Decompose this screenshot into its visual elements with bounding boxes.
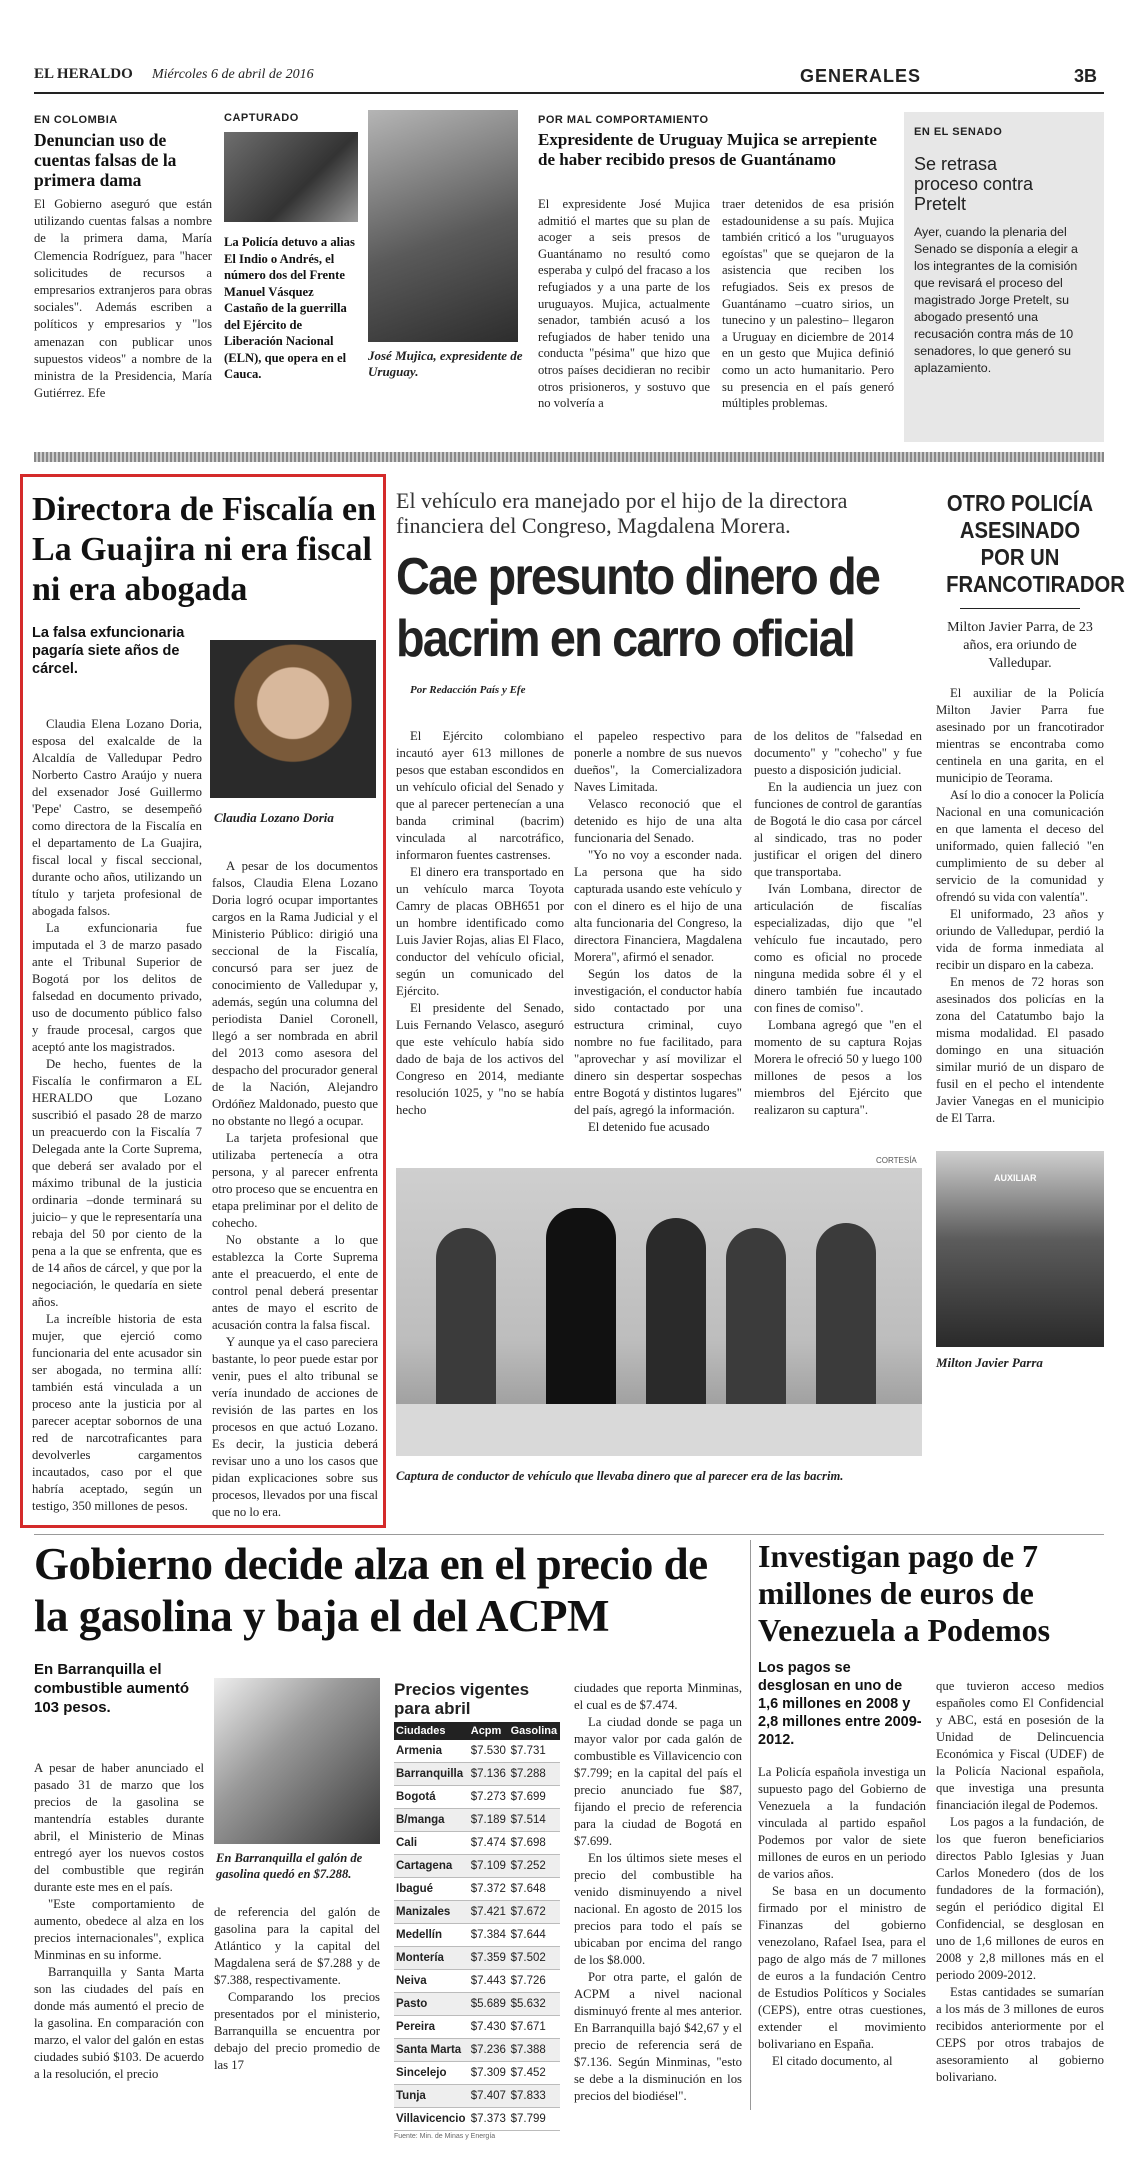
acpm-cell: $7.309 (469, 2062, 509, 2085)
bacrim-col-1 (396, 728, 564, 1119)
price-row (394, 2039, 560, 2062)
paragraph: La exfuncionaria fue imputada el 3 de marzo pasado ante el Tribunal Superior de Bogotá por los delitos de falsedad en documento privado, uso de documento público falso y fraude procesal, cargos que aceptó ante los magistrados. (32, 921, 202, 1054)
paragraph: que tuvieron acceso medios españoles como El Confidencial y ABC, está en posesión de la Unidad de Delincuencia Económica y Fiscal (UDEF) de la Policía Nacional española, que investiga una presunta financiación ilegal de Podemos. (936, 1679, 1104, 1812)
podemos-col-2 (936, 1678, 1104, 2086)
city-cell: Tunja (394, 2085, 469, 2108)
price-row (394, 1855, 560, 1878)
policia-subtitle: Milton Javier Parra, de 23 años, era oriundo de Valledupar. (947, 620, 1093, 671)
paragraph: El presidente del Senado, Luis Fernando Velasco, aseguró que este vehículo había sido dado de baja de los activos del Congreso en 2014, mediante resolución 1025, y "no se había hecho (396, 1001, 564, 1117)
paragraph: Los pagos a la fundación, de los que fueron beneficiarios directos Pablo Iglesias y Juan Carlos Monedero (dos de los fundadores de la formación), según el periódico digital El Confidencial, se desglosan en uno de 1,6 millones de euros en 2008 y 2,8 millones más en el periodo 2009-2012. (936, 1815, 1104, 1982)
bacrim-photo (396, 1168, 922, 1456)
price-row (394, 1970, 560, 1993)
paragraph: El auxiliar de la Policía Milton Javier Parra fue asesinado por un francotirador mientras se encontraba como centinela en una garita, en el municipio de Teorama. (936, 686, 1104, 785)
money-table (396, 1404, 922, 1456)
gasolina-cell: $7.671 (509, 2016, 560, 2039)
story-gasolina (34, 1538, 750, 2140)
fiscal-col-2 (212, 858, 378, 1521)
story-bacrim (396, 488, 926, 1483)
bacrim-caption: Captura de conductor de vehículo que llevaba dinero que al parecer era de las bacrim. (396, 1469, 844, 1483)
paper-name: EL HERALDO (34, 66, 133, 82)
brief-title: Se retrasa proceso contra Pretelt (914, 154, 1034, 214)
story-mujica (538, 114, 894, 411)
acpm-cell: $7.273 (469, 1786, 509, 1809)
acpm-cell: $7.372 (469, 1878, 509, 1901)
section-divider (34, 452, 1104, 462)
acpm-cell: $7.109 (469, 1855, 509, 1878)
gasolina-cell: $7.288 (509, 1763, 560, 1786)
city-cell: Santa Marta (394, 2039, 469, 2062)
paragraph: El detenido fue acusado (588, 1120, 710, 1134)
paragraph: Iván Lombana, director de articulación de fiscalías especializadas, dijo que "el vehículo fue incautado, pero como es oficial no procede ninguna medida sobre él y el dinero también fue incautado con fines de comiso". (754, 882, 922, 1015)
parra-photo (936, 1151, 1104, 1347)
kicker: EN EL SENADO (914, 126, 1003, 138)
story-fiscal (32, 490, 378, 1519)
fiscal-subtitle: La falsa exfuncionaria pagaría siete años de cárcel. (32, 625, 185, 677)
paragraph: Se basa en un documento firmado por el ministro de Finanzas del gobierno venezolano, Rafael Isea, para el pago de algo más de 7 millones de euros a la fundación Centro de Estudios Políticos y Sociales (CEPS), entre otras cuestiones, extender el movimiento bolivariano en España. (758, 1884, 926, 2051)
story-col-1: El expresidente José Mujica admitió el martes que su plan de acoger a seis presos de Guantánamo no resultó como esperaba y culpó del fracaso a los refugiados y a una parte de los uruguayos. Mujica, actualmente senador, también acusó a los refugiados de haber tenido una conducta "pésima" que hizo que otros países decidieran no recibir otros prisioneros, y sostuvo que no volvería a (538, 197, 710, 411)
price-row (394, 1924, 560, 1947)
paragraph: Velasco reconoció que el detenido es hijo de una alta funcionaria del Senado. (574, 797, 742, 845)
col-header: Gasolina (509, 1722, 560, 1740)
paragraph: El dinero era transportado en un vehículo marca Toyota Camry de placas OBH651 por un hombre identificado como Luis Javier Rojas, alias El Flaco, conductor del vehículo oficial, según un comunicado del Ejército. (396, 865, 564, 998)
acpm-cell: $7.359 (469, 1947, 509, 1970)
story-col-2: traer detenidos de esa prisión estadounidense a su país. Mujica también criticó a los "uruguayos egoístas" que se quejaron de la asistencia que reciben los refugiados. Seis ex presos de Guantánamo –cuatro sirios, un tunecino y un palestino– llegaron a Uruguay en diciembre de 2014 en un gesto que Mujica definió como un acto humanitario. Pero su presencia en el país generó múltiples problemas. (722, 197, 894, 411)
podemos-title: Investigan pago de 7 millones de euros de Venezuela a Podemos (758, 1538, 1051, 1648)
price-row (394, 1832, 560, 1855)
bacrim-title: Cae presunto dinero de bacrim en carro oficial (396, 548, 880, 668)
city-cell: Manizales (394, 1901, 469, 1924)
gasolina-cell: $7.514 (509, 1809, 560, 1832)
parra-caption: Milton Javier Parra (936, 1355, 1043, 1370)
price-table-box (394, 1680, 560, 2140)
title-rule (960, 608, 1080, 609)
agent-figure (546, 1208, 616, 1418)
gasolina-cell: $7.648 (509, 1878, 560, 1901)
gasolina-cell: $7.699 (509, 1786, 560, 1809)
gasolina-cell: $7.731 (509, 1740, 560, 1763)
capturado-photo (224, 132, 358, 222)
soldier-figure (726, 1228, 786, 1418)
paragraph: Por otra parte, el galón de ACPM a nivel nacional disminuyó frente al mes anterior. En Barranquilla bajó $42,67 y el precio de referencia será de $7.136. Según Minminas, "esto se debe a la disminución en los precios del biodiésel". (574, 1970, 742, 2103)
brief-body: Ayer, cuando la plenaria del Senado se disponía a elegir a los integrantes de la comisión que revisará el proceso del magistrado Jorge Pretelt, su abogado presentó una recusación contra más de 10 senadores, lo que generó su aplazamiento. (914, 225, 1078, 375)
city-cell: Medellín (394, 1924, 469, 1947)
paragraph: "Este comportamiento de aumento, obedece al alza en los precios internacionales", explica Minminas en su informe. (34, 1897, 204, 1962)
acpm-cell: $5.689 (469, 1993, 509, 2016)
header-rule (34, 92, 1104, 94)
city-cell: Barranquilla (394, 1763, 469, 1786)
brief-body: El Gobierno aseguró que están utilizando cuentas falsas a nombre de la primera dama, María Clemencia Rodríguez, para "hacer solicitudes de recursos a empresarios extranjeros para obras sociales". Además escriben a políticos y empresarios y "los amenazan con publicar unos supuestos videos" a nombre de la ministra de la Presidencia, María Gutiérrez. Efe (34, 197, 212, 401)
price-source: Fuente: Min. de Minas y Energía (394, 2133, 496, 2140)
section-name: GENERALES (800, 66, 922, 86)
gasolina-photo (214, 1678, 380, 1844)
gasolina-col-2 (214, 1904, 380, 2074)
mujica-caption: José Mujica, expresidente de Uruguay. (368, 348, 523, 379)
price-row (394, 2108, 560, 2131)
acpm-cell: $7.474 (469, 1832, 509, 1855)
policia-body (936, 685, 1104, 1127)
paragraph: Según los datos de la investigación, el conductor había sido contactado por una estructura criminal, cuyo nombre no fue facilitado, para "aprovechar y así movilizar el dinero sin despertar sospechas entre Bogotá y distintos lugares" del país, agregó la información. (574, 967, 742, 1117)
mujica-photo-box (368, 110, 528, 380)
acpm-cell: $7.430 (469, 2016, 509, 2039)
city-cell: Sincelejo (394, 2062, 469, 2085)
price-row (394, 2085, 560, 2108)
lozano-caption: Claudia Lozano Doria (214, 810, 334, 825)
fiscal-col-1 (32, 716, 202, 1515)
bacrim-deck: El vehículo era manejado por el hijo de la directora financiera del Congreso, Magdalena Morera. (396, 488, 848, 538)
paragraph: Estas cantidades se sumarían a los más de 3 millones de euros recibidos anteriormente por el CEPS por otros trabajos de asesoramiento al gobierno bolivariano. (936, 1985, 1104, 2084)
price-row (394, 2062, 560, 2085)
bacrim-col-2 (574, 728, 742, 1136)
city-cell: Pasto (394, 1993, 469, 2016)
podemos-col-1 (758, 1764, 926, 2070)
gasolina-subtitle: En Barranquilla el combustible aumentó 103 pesos. (34, 1661, 190, 1716)
paragraph: Y aunque ya el caso pareciera bastante, lo peor puede estar por venir, pues el alto tribunal se vería inundado de acciones de revisión de las partes en los procesos en que actuó Lozano. Es decir, la justicia deberá revisar uno a uno los casos que pidan explicaciones sobre sus procesos, llevados por una fiscal que no lo era. (212, 1335, 378, 1519)
gasolina-cell: $7.726 (509, 1970, 560, 1993)
paragraph: de los delitos de "falsedad en documento" y "cohecho" y fue puesto a disposición judicial. (754, 729, 922, 777)
brief-primera-dama (34, 114, 212, 402)
price-row (394, 1993, 560, 2016)
gasolina-cell: $7.452 (509, 2062, 560, 2085)
capturado-caption: La Policía detuvo a alias El Indio o Andrés, el número dos del Frente Manuel Vásquez Castaño de la guerrilla del Ejército de Liberación Nacional (ELN), que opera en el Cauca. (224, 235, 355, 381)
col-header: Ciudades (394, 1722, 469, 1740)
paragraph: Comparando los precios presentados por el ministerio, Barranquilla se encuentra por debajo del precio promedio de las 17 (214, 1990, 380, 2072)
gasolina-cell: $7.502 (509, 1947, 560, 1970)
city-cell: Cartagena (394, 1855, 469, 1878)
photo-credit: CORTESÍA (876, 1156, 917, 1165)
fiscal-title: Directora de Fiscalía en La Guajira ni era fiscal ni era abogada (32, 491, 377, 608)
gasolina-col-1 (34, 1760, 204, 2083)
gasolina-cell: $5.632 (509, 1993, 560, 2016)
acpm-cell: $7.443 (469, 1970, 509, 1993)
page-date: Miércoles 6 de abril de 2016 (152, 67, 314, 82)
brief-capturado (214, 112, 360, 383)
gasolina-cell: $7.833 (509, 2085, 560, 2108)
paragraph: el papeleo respectivo para ponerle a nombre de sus nuevos dueños", la Comercializadora Naves Limitada. (574, 729, 742, 794)
city-cell: Armenia (394, 1740, 469, 1763)
story-title: Expresidente de Uruguay Mujica se arrepiente de haber recibido presos de Guantánamo (538, 130, 877, 169)
acpm-cell: $7.189 (469, 1809, 509, 1832)
city-cell: Neiva (394, 1970, 469, 1993)
city-cell: Villavicencio (394, 2108, 469, 2131)
paragraph: El uniformado, 23 años y oriundo de Valledupar, perdió la vida de forma inmediata al recibir un disparo en la cabeza. (936, 907, 1104, 972)
gasolina-caption: En Barranquilla el galón de gasolina quedó en $7.288. (216, 1851, 363, 1881)
city-cell: Cali (394, 1832, 469, 1855)
price-table-title: Precios vigentes para abril (394, 1680, 530, 1718)
paragraph: En menos de 72 horas son asesinados dos policías en la zona del Catatumbo bajo la misma modalidad. El pasado domingo en una situación similar murió de un disparo de fusil en el pecho el intendente Javier Vanegas en el municipio de El Tarra. (936, 975, 1104, 1125)
paragraph: La increíble historia de esta mujer, que ejerció como funcionaria del ente acusador sin ser abogada, no termina allí: también está vinculada a un proceso ante la justicia por al parecer aceptar sobornos de una red de narcotraficantes para devolverles cargamentos incautados, caso por el que habría aceptado, según un testigo, 350 millones de pesos. (32, 1312, 202, 1513)
acpm-cell: $7.407 (469, 2085, 509, 2108)
gasolina-cell: $7.672 (509, 1901, 560, 1924)
soldier-figure (816, 1223, 876, 1418)
paragraph: De hecho, fuentes de la Fiscalía le confirmaron a EL HERALDO que Lozano suscribió el pasado 28 de marzo un preacuerdo con la Fiscalía 7 Delegada ante la Corte Suprema, que deberá ser avalado por el máximo tribunal de la justicia ordinaria –donde terminará su juicio– y que le representaría una rebaja del 50 por ciento de la pena a la que se enfrenta, que es de 14 años de cárcel, y que por la negociación, le quedaría en siete años. (32, 1057, 202, 1309)
story-policia (936, 490, 1125, 1371)
lower-rule (34, 1534, 1104, 1535)
city-cell: B/manga (394, 1809, 469, 1832)
price-row (394, 1763, 560, 1786)
brief-senado (904, 112, 1104, 442)
price-row (394, 1878, 560, 1901)
bacrim-col-3 (754, 728, 922, 1119)
kicker: EN COLOMBIA (34, 114, 118, 126)
price-row (394, 1947, 560, 1970)
kicker: CAPTURADO (224, 112, 299, 124)
masthead (34, 66, 1104, 88)
city-cell: Pereira (394, 2016, 469, 2039)
paragraph: En la audiencia un juez con funciones de control de garantías de Bogotá le dio casa por cárcel al sindicado, tras no poder justificar el origen del dinero que transportaba. (754, 780, 922, 879)
gasolina-cell: $7.698 (509, 1832, 560, 1855)
story-podemos (758, 1538, 1104, 2084)
vertical-rule (750, 1540, 751, 2110)
price-table (394, 1722, 560, 2131)
paragraph: La Policía española investiga un supuesto pago del Gobierno de Venezuela a la fundación vinculada al partido español Podemos por valor de siete millones de euros en un periodo de varios años. (758, 1765, 926, 1881)
city-cell: Montería (394, 1947, 469, 1970)
city-cell: Ibagué (394, 1878, 469, 1901)
paragraph: El Ejército colombiano incautó ayer 613 millones de pesos que estaban escondidos en un vehículo oficial del Senado y que al parecer pertenecían a una banda criminal (bacrim) vinculada al narcotráfico, informaron fuentes castrenses. (396, 729, 564, 862)
paragraph: En los últimos siete meses el precio del combustible ha venido disminuyendo a nivel nacional. En agosto de 2015 los precios para todo el país se ubicaban por encima del rango de los $8.000. (574, 1851, 742, 1967)
price-row (394, 1786, 560, 1809)
col-header: Acpm (469, 1722, 509, 1740)
paragraph: Lombana agregó que "en el momento de su captura Rojas Morera le ofreció 50 y luego 100 millones de pesos a los miembros del Ejército que realizaron su captura". (754, 1018, 922, 1117)
paragraph: Claudia Elena Lozano Doria, esposa del exalcalde de la Alcaldía de Valledupar Pedro Norberto Castro Araújo y nuera del exsenador José Guillermo 'Pepe' Castro, se desempeñó como directora de la Fiscalía en el departamento de La Guajira, fiscal local y fiscal seccional, durante ocho años, utilizando un título y tarjeta profesional de abogada falsos. (32, 717, 202, 918)
acpm-cell: $7.384 (469, 1924, 509, 1947)
paragraph: El citado documento, al (772, 2054, 893, 2068)
paragraph: A pesar de haber anunciado el pasado 31 de marzo que los precios de la gasolina se mantendría estables durante abril, el Ministerio de Minas entregó ayer los nuevos costos del combustible que regirán durante este mes en el país. (34, 1761, 204, 1894)
paragraph: de referencia del galón de gasolina para la capital del Atlántico y la capital del Magdalena será de $7.288 y de $7.388, respectivamente. (214, 1905, 380, 1987)
paragraph: Así lo dio a conocer la Policía Nacional en una comunicación en que lamenta el deceso del uniformado, quien falleció "en cumplimiento de su deber al servicio de la comunidad y ofrendó su vida con valentía". (936, 788, 1104, 904)
mujica-photo (368, 110, 518, 342)
city-cell: Bogotá (394, 1786, 469, 1809)
lozano-photo (210, 640, 376, 798)
price-row (394, 1901, 560, 1924)
paragraph: "Yo no voy a esconder nada. La persona que ha sido capturada usando este vehículo y con el dinero es el hijo de una alta funcionaria del Congreso, la directora Financiera, Magdalena Morera", afirmó el senador. (574, 848, 742, 964)
cap-patch: AUXILIAR (994, 1173, 1037, 1183)
bacrim-byline: Por Redacción País y Efe (410, 684, 526, 696)
gasolina-col-3 (574, 1680, 742, 2105)
paragraph: No obstante a lo que establezca la Corte Suprema ante el preacuerdo, el ente de control penal deberá presentar antes de mayo el escrito de acusación contra la falsa fiscal. (212, 1233, 378, 1332)
price-row (394, 1740, 560, 1763)
price-row (394, 1809, 560, 1832)
brief-title: Denuncian uso de cuentas falsas de la primera dama (34, 130, 177, 190)
kicker: POR MAL COMPORTAMIENTO (538, 114, 709, 126)
acpm-cell: $7.530 (469, 1740, 509, 1763)
paragraph: Barranquilla y Santa Marta son las ciudades del país en donde más aumentó el precio de la gasolina. En comparación con marzo, el valor del galón en estas ciudades subió $103. De acuerdo a la resolución, el precio (34, 1965, 204, 2081)
gasolina-cell: $7.644 (509, 1924, 560, 1947)
detainee-figure (646, 1218, 706, 1418)
gasolina-cell: $7.388 (509, 2039, 560, 2062)
podemos-subtitle: Los pagos se desglosan en uno de 1,6 millones en 2008 y 2,8 millones entre 2009-2012. (758, 1660, 922, 1748)
gasolina-cell: $7.799 (509, 2108, 560, 2131)
paragraph: ciudades que reporta Minminas, el cual es de $7.474. (574, 1681, 742, 1712)
gasolina-title: Gobierno decide alza en el precio de la gasolina y baja el del ACPM (34, 1539, 708, 1641)
price-row (394, 2016, 560, 2039)
paragraph: A pesar de los documentos falsos, Claudia Elena Lozano Doria logró ocupar importantes cargos en la Rama Judicial y el Ministerio Público: dirigió una seccional de la Fiscalía, concursó para ser juez de conocimiento de Valledupar y, además, según una columna del periodista Daniel Coronell, llegó a ser nombrada en abril del 2013 como asesora del despacho del procurador general de la Nación, Alejandro Ordóñez Maldonado, puesto que no obstante no llegó a ocupar. (212, 859, 378, 1128)
acpm-cell: $7.236 (469, 2039, 509, 2062)
gasolina-cell: $7.252 (509, 1855, 560, 1878)
acpm-cell: $7.373 (469, 2108, 509, 2131)
acpm-cell: $7.136 (469, 1763, 509, 1786)
acpm-cell: $7.421 (469, 1901, 509, 1924)
policia-title: OTRO POLICÍA ASESINADO POR UN FRANCOTIRADOR (946, 490, 1125, 597)
soldier-figure (436, 1228, 496, 1418)
paragraph: La ciudad donde se paga un mayor valor por cada galón de combustible es Villavicencio con $7.799; en la capital del país el precio anunciado fue $87, fijando el precio de referencia para la ciudad de Bogotá en $7.699. (574, 1715, 742, 1848)
page-number: 3B (1074, 66, 1098, 86)
paragraph: La tarjeta profesional que utilizaba pertenecía a otra persona, y al parecer enfrenta otro proceso que se encuentra en etapa preliminar por el delito de cohecho. (212, 1131, 378, 1230)
